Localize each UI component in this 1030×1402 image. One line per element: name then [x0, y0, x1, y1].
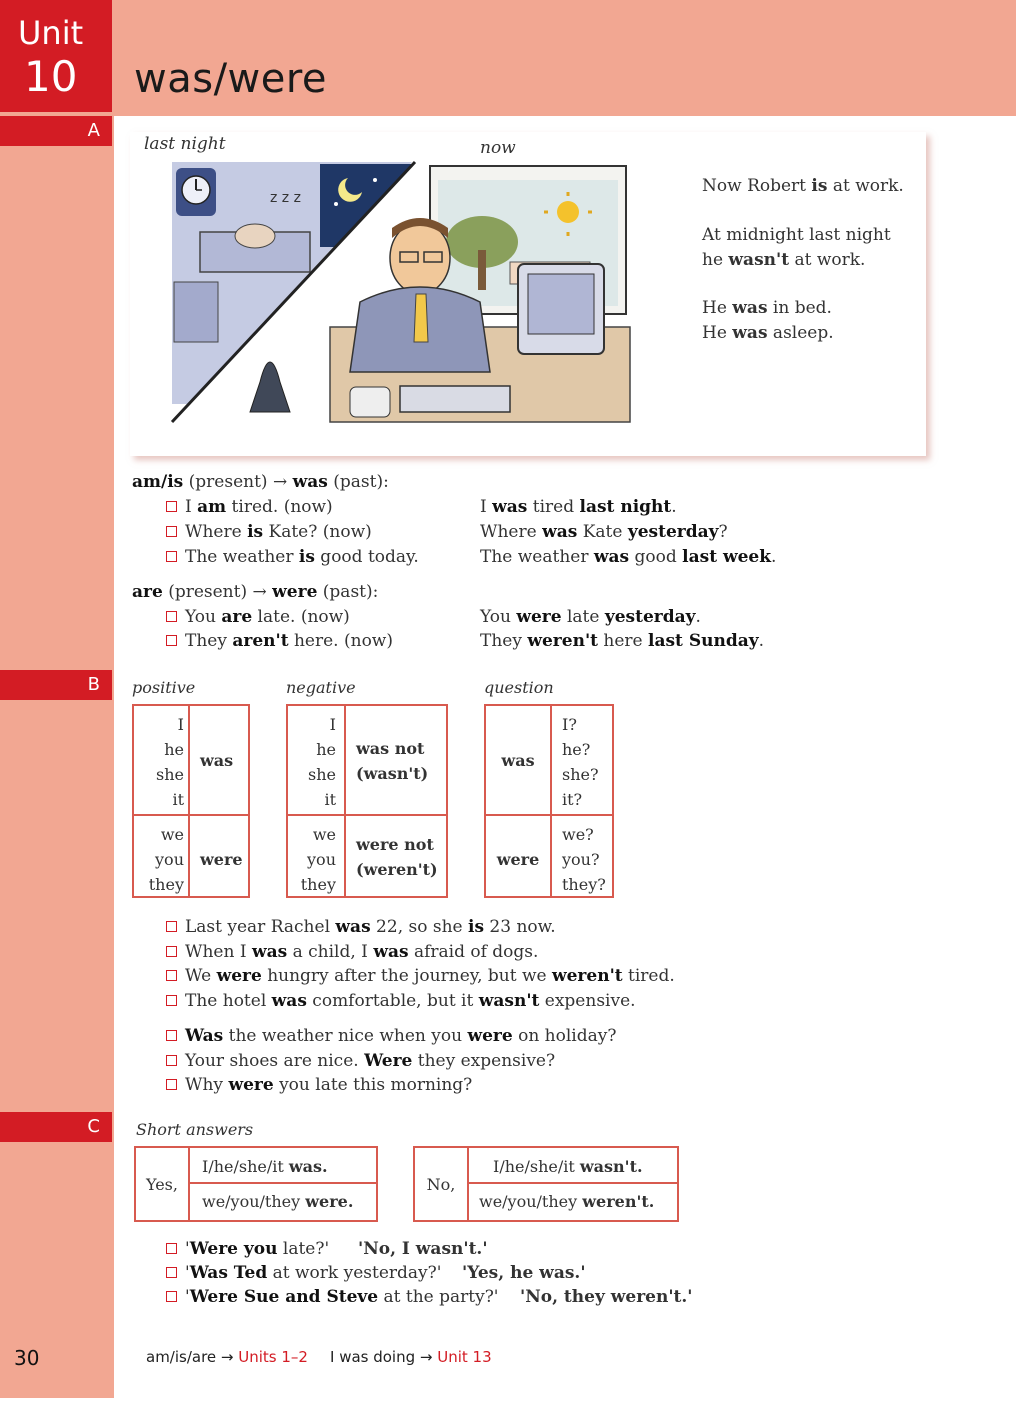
- keyboard: [400, 386, 510, 412]
- story-line-4: He was in bed.: [702, 298, 832, 318]
- example-c-3: 'Were Sue and Steve at the party?': [166, 1287, 498, 1307]
- clock-icon: [176, 168, 216, 216]
- unit-number: 10: [24, 52, 78, 101]
- label-now: now: [480, 138, 516, 158]
- page-number: 30: [14, 1346, 40, 1370]
- caption-question: question: [484, 678, 554, 697]
- unit-label: Unit: [18, 14, 84, 52]
- question-verb-were: were: [496, 850, 540, 869]
- section-a-marker: A: [0, 116, 112, 146]
- telephone: [250, 362, 290, 412]
- example-b-7: Why were you late this morning?: [166, 1075, 472, 1095]
- section-c-marker: C: [0, 1112, 112, 1142]
- mouse-pad: [350, 387, 390, 417]
- nightstand: [174, 282, 218, 342]
- past-example-2: Where was Kate yesterday?: [480, 522, 728, 542]
- page-title: was/were: [134, 56, 328, 102]
- short-answers-no-table: [413, 1146, 679, 1222]
- negative-pronouns-plural: we you they: [300, 825, 336, 894]
- example-b-2: When I was a child, I was afraid of dogs.: [166, 942, 538, 962]
- example-b-5: Was the weather nice when you were on holiday?: [166, 1026, 616, 1046]
- example-b-3: We were hungry after the journey, but we weren't tired.: [166, 966, 675, 986]
- present-example-2: Where is Kate? (now): [166, 522, 372, 542]
- past-example-4: You were late yesterday.: [480, 607, 701, 627]
- question-pronouns-singular: I? he? she? it?: [562, 715, 599, 809]
- answer-c-1: 'No, I wasn't.': [358, 1239, 488, 1259]
- answer-c-3: 'No, they weren't.': [520, 1287, 693, 1307]
- positive-table: [132, 704, 250, 898]
- example-c-1: 'Were you late?': [166, 1239, 329, 1259]
- negative-pronouns-singular: I he she it: [308, 715, 336, 809]
- heading-are: are (present) → were (past):: [132, 582, 379, 602]
- negative-table: [286, 704, 448, 898]
- question-verb-was: was: [501, 751, 535, 770]
- sleeping-head: [235, 224, 275, 248]
- caption-short-answers: Short answers: [136, 1120, 254, 1139]
- example-b-1: Last year Rachel was 22, so she is 23 now.: [166, 917, 556, 937]
- unit-badge: [0, 0, 112, 112]
- footer-ref-unit-13[interactable]: I was doing → Unit 13: [330, 1348, 492, 1366]
- example-b-4: The hotel was comfortable, but it wasn't expensive.: [166, 991, 636, 1011]
- present-example-4: You are late. (now): [166, 607, 350, 627]
- past-example-5: They weren't here last Sunday.: [480, 631, 765, 651]
- positive-verb-were: were: [200, 850, 243, 869]
- label-last-night: last night: [144, 134, 226, 154]
- section-b-marker: B: [0, 670, 112, 700]
- example-b-6: Your shoes are nice. Were they expensive?: [166, 1051, 555, 1071]
- past-example-3: The weather was good last week.: [480, 547, 777, 567]
- heading-am-is: am/is (present) → was (past):: [132, 472, 389, 492]
- negative-verb-were-not: were not (weren't): [356, 835, 438, 879]
- story-line-1: Now Robert is at work.: [702, 176, 904, 196]
- positive-pronouns-singular: I he she it: [156, 715, 184, 809]
- present-example-1: I am tired. (now): [166, 497, 333, 517]
- present-example-3: The weather is good today.: [166, 547, 419, 567]
- svg-text:z z z: z z z: [270, 190, 301, 206]
- short-answers-yes-table: [134, 1146, 378, 1222]
- short-answer-yes-row-1: I/he/she/it was.: [202, 1157, 328, 1176]
- footer-ref-units-1-2[interactable]: am/is/are → Units 1–2: [146, 1348, 308, 1366]
- short-answer-no-row-2: we/you/they weren't.: [479, 1192, 655, 1211]
- present-example-5: They aren't here. (now): [166, 631, 393, 651]
- example-c-2: 'Was Ted at work yesterday?': [166, 1263, 441, 1283]
- short-answer-no-row-1: I/he/she/it wasn't.: [493, 1157, 643, 1176]
- question-table: [484, 704, 614, 898]
- man-head: [390, 222, 450, 294]
- short-answer-no: No,: [426, 1175, 456, 1194]
- answer-c-2: 'Yes, he was.': [462, 1263, 586, 1283]
- short-answer-yes: Yes,: [146, 1175, 178, 1194]
- positive-verb-was: was: [200, 751, 234, 770]
- story-line-2: At midnight last night: [702, 225, 891, 245]
- short-answer-yes-row-2: we/you/they were.: [202, 1192, 354, 1211]
- tie: [414, 294, 428, 342]
- story-line-5: He was asleep.: [702, 323, 834, 343]
- question-pronouns-plural: we? you? they?: [562, 825, 606, 894]
- story-line-3: he wasn't at work.: [702, 250, 866, 270]
- positive-pronouns-plural: we you they: [148, 825, 184, 894]
- past-example-1: I was tired last night.: [480, 497, 677, 517]
- caption-positive: positive: [132, 678, 196, 697]
- caption-negative: negative: [286, 678, 356, 697]
- negative-verb-was-not: was not (wasn't): [356, 739, 429, 783]
